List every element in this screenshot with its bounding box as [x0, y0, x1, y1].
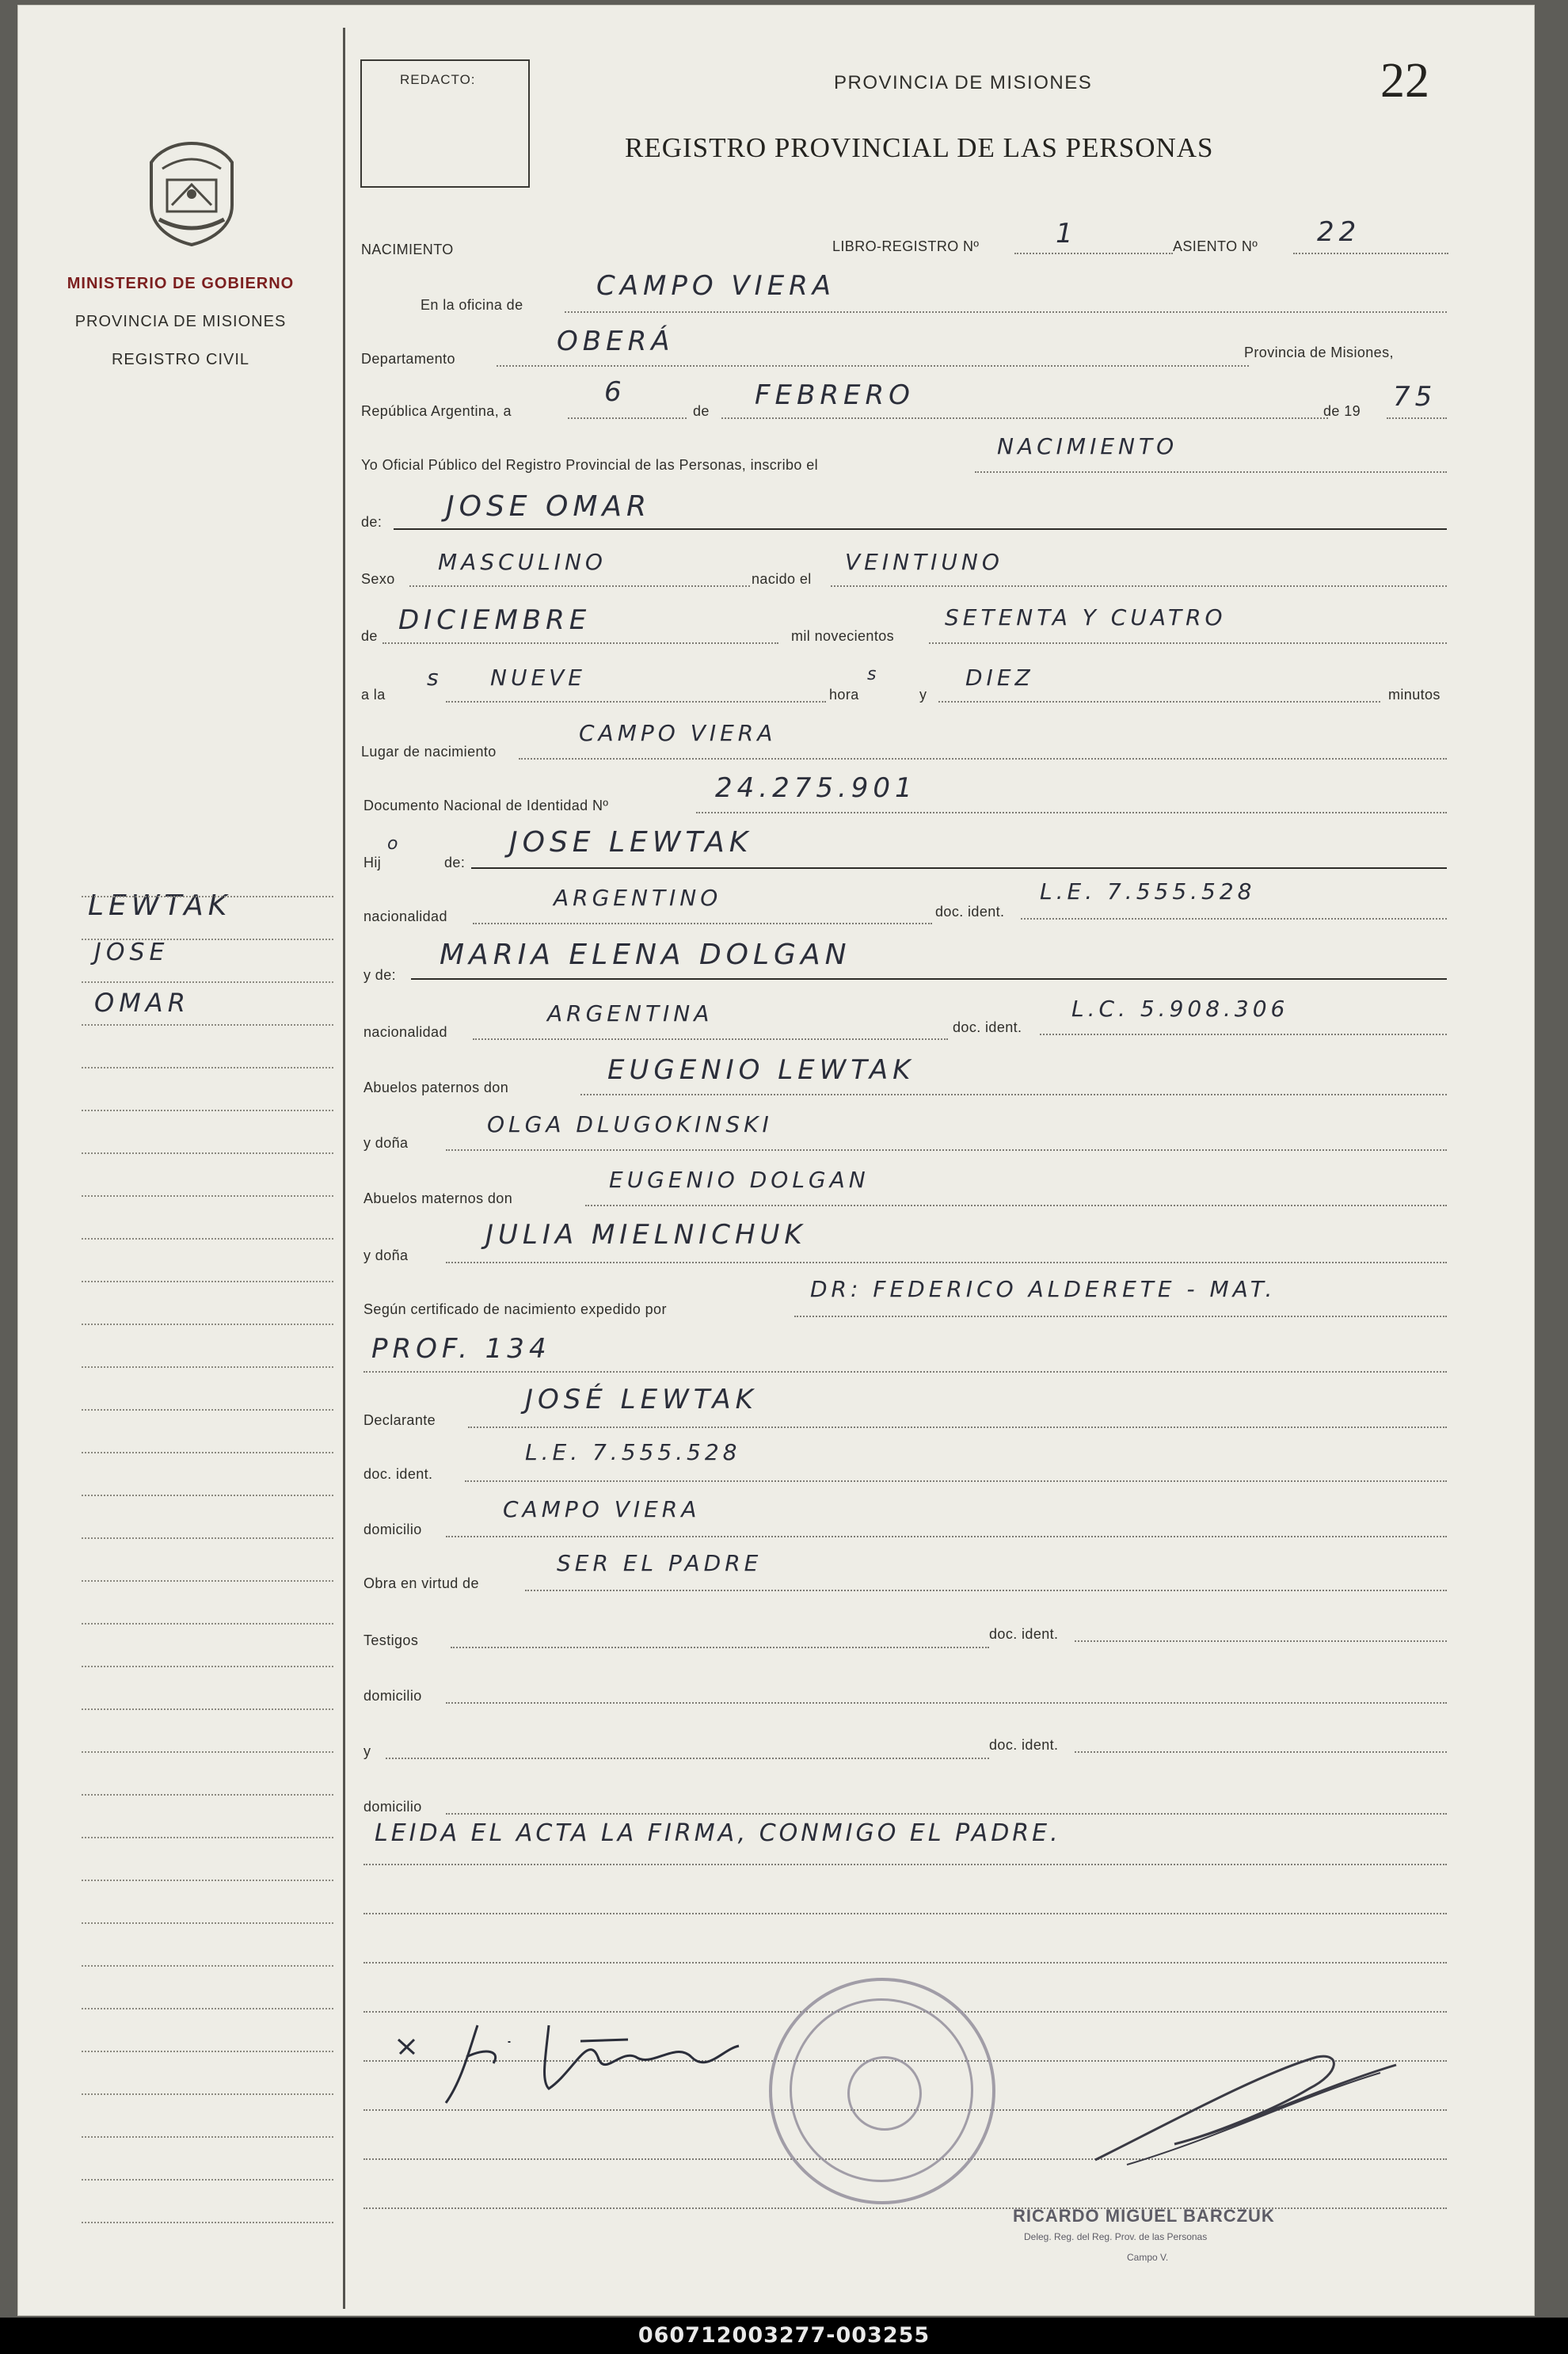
y-testigo2-label: y — [363, 1743, 371, 1759]
hora-suffix: s — [867, 665, 881, 684]
minutos-value: DIEZ — [965, 665, 1034, 691]
segun-certificado-value-2: PROF. 134 — [371, 1333, 551, 1365]
official-name: RICARDO MIGUEL BARCZUK — [1013, 2206, 1275, 2226]
doc-declarante-field-line — [465, 1480, 1447, 1482]
nacionalidad-padre-label: nacionalidad — [363, 908, 447, 924]
nacido-label: nacido el — [752, 571, 812, 587]
nombre-value: JOSE OMAR — [446, 490, 652, 523]
ab-pat-field-line — [580, 1094, 1447, 1095]
departamento-label: Departamento — [361, 351, 455, 367]
mes-value: FEBRERO — [755, 379, 915, 411]
sexo-value: MASCULINO — [438, 549, 607, 575]
nombre-field-line — [394, 528, 1447, 530]
nac-padre-field-line — [473, 923, 932, 924]
anio-field-line — [1387, 417, 1447, 419]
registro-civil-label: REGISTRO CIVIL — [111, 351, 250, 368]
abuelo-materno-value: EUGENIO DOLGAN — [609, 1167, 870, 1193]
hora-value: NUEVE — [490, 665, 586, 691]
testigos-field-line — [451, 1647, 989, 1648]
de-mes-nac-label: de — [361, 628, 378, 644]
doc-padre-label: doc. ident. — [935, 904, 1005, 920]
nacionalidad-madre-label: nacionalidad — [363, 1024, 447, 1040]
dni-value: 24.275.901 — [715, 772, 917, 804]
page-title: REGISTRO PROVINCIAL DE LAS PERSONAS — [625, 132, 1214, 163]
segun2-field-line — [363, 1371, 1447, 1373]
declarante-field-line — [468, 1426, 1447, 1428]
nacido-value: VEINTIUNO — [845, 549, 1003, 575]
nacimiento-label: NACIMIENTO — [361, 242, 454, 257]
doc-padre-value: L.E. 7.555.528 — [1040, 878, 1256, 905]
margin-note-surname: LEWTAK — [88, 889, 232, 922]
hij-suffix: o — [387, 834, 403, 854]
libro-value: 1 — [1056, 218, 1078, 249]
domicilio-field-line — [446, 1536, 1447, 1537]
document-page — [17, 5, 1535, 2316]
y-de-madre-label: y de: — [363, 967, 397, 983]
left-margin — [18, 6, 343, 2315]
testigos-label: Testigos — [363, 1632, 419, 1648]
y-dona-materna-label: y doña — [363, 1247, 409, 1263]
page-number: 22 — [1380, 54, 1429, 108]
mil-novecientos-label: mil novecientos — [791, 628, 895, 644]
libro-label: LIBRO-REGISTRO Nº — [832, 238, 980, 254]
lugar-value: CAMPO VIERA — [579, 720, 777, 746]
republica-label: República Argentina, a — [361, 403, 512, 419]
mes-nac-value: DICIEMBRE — [398, 604, 592, 636]
nacionalidad-madre-value: ARGENTINA — [547, 1000, 714, 1027]
provincia-side-label: PROVINCIA DE MISIONES — [74, 313, 287, 330]
abuelos-paternos-label: Abuelos paternos don — [363, 1080, 509, 1095]
sexo-label: Sexo — [361, 571, 395, 587]
mes-nac-field-line — [382, 642, 778, 644]
dia-field-line — [568, 417, 687, 419]
doc-testigo1-field-line — [1075, 1640, 1447, 1642]
de-nombre-label: de: — [361, 514, 382, 530]
madre-field-line — [411, 978, 1447, 980]
margin-divider — [343, 28, 345, 2309]
mes-field-line — [721, 417, 1328, 419]
doc-madre-label: doc. ident. — [953, 1019, 1022, 1035]
redacto-label: REDACTO: — [400, 72, 476, 87]
domicilio-label: domicilio — [363, 1522, 422, 1537]
segun-certificado-label: Según certificado de nacimiento expedido por — [363, 1301, 667, 1317]
domicilio-testigo1-label: domicilio — [363, 1688, 422, 1704]
leida-statement: LEIDA EL ACTA LA FIRMA, CONMIGO EL PADRE. — [375, 1819, 1061, 1847]
segun-field-line — [794, 1316, 1447, 1317]
oficina-value: CAMPO VIERA — [596, 270, 836, 302]
ministerio-label: MINISTERIO DE GOBIERNO — [67, 275, 295, 292]
nacido-field-line — [831, 585, 1447, 587]
obra-en-virtud-label: Obra en virtud de — [363, 1575, 479, 1591]
abuela-materna-value: JULIA MIELNICHUK — [485, 1219, 807, 1251]
official-place: Campo V. — [1127, 2252, 1169, 2263]
hora-label: hora — [829, 687, 859, 703]
departamento-value: OBERÁ — [557, 326, 675, 357]
mil-value: SETENTA Y CUATRO — [945, 604, 1227, 630]
header-provincia: PROVINCIA DE MISIONES — [834, 72, 1093, 93]
doc-madre-field-line — [1040, 1034, 1447, 1035]
a-la-label: a la — [361, 687, 386, 703]
asiento-field-line — [1293, 253, 1448, 254]
obra-en-virtud-value: SER EL PADRE — [557, 1550, 763, 1576]
doc-declarante-value: L.E. 7.555.528 — [525, 1439, 741, 1465]
lugar-field-line — [519, 758, 1447, 760]
departamento-field-line — [497, 365, 1249, 367]
anio-value: 75 — [1393, 381, 1437, 413]
dia-value: 6 — [604, 376, 626, 408]
abuela-paterna-value: OLGA DLUGOKINSKI — [487, 1111, 773, 1137]
anio-label: de 19 — [1323, 403, 1361, 419]
oficina-label: En la oficina de — [421, 297, 523, 313]
domicilio-testigo1-field-line — [446, 1702, 1447, 1704]
libro-field-line — [1014, 253, 1173, 254]
lugar-label: Lugar de nacimiento — [361, 744, 497, 760]
a-la-suffix: s — [427, 665, 443, 691]
testigo2-field-line — [386, 1758, 989, 1759]
doc-testigo2-label: doc. ident. — [989, 1737, 1059, 1753]
domicilio-testigo2-label: domicilio — [363, 1799, 422, 1815]
doc-testigo2-field-line — [1075, 1751, 1447, 1753]
nacionalidad-padre-value: ARGENTINO — [554, 885, 722, 911]
minutos-label: minutos — [1388, 687, 1441, 703]
official-signature — [1079, 2041, 1412, 2176]
asiento-label: ASIENTO Nº — [1173, 238, 1258, 254]
provincia-misiones-label: Provincia de Misiones, — [1244, 345, 1394, 360]
registry-stamp-icon — [769, 1978, 995, 2204]
ab-mat-field-line — [585, 1205, 1447, 1206]
sexo-field-line — [409, 585, 750, 587]
declarante-value: JOSÉ LEWTAK — [525, 1384, 758, 1415]
doc-madre-value: L.C. 5.908.306 — [1071, 996, 1289, 1022]
domicilio-value: CAMPO VIERA — [503, 1496, 701, 1522]
obra-field-line — [525, 1590, 1447, 1591]
padre-field-line — [471, 867, 1447, 869]
declarant-signature — [390, 2002, 747, 2112]
y-minutos-label: y — [919, 687, 927, 703]
redacto-box — [360, 59, 530, 188]
dni-label: Documento Nacional de Identidad Nº — [363, 798, 609, 813]
asiento-value: 22 — [1317, 216, 1361, 248]
doc-testigo1-label: doc. ident. — [989, 1626, 1059, 1642]
minutos-field-line — [938, 701, 1380, 703]
de-label: de — [693, 403, 710, 419]
coat-of-arms-icon — [140, 139, 243, 248]
oficial-value: NACIMIENTO — [997, 433, 1178, 459]
official-title: Deleg. Reg. del Reg. Prov. de las Personas — [1024, 2231, 1208, 2242]
oficial-field-line — [975, 471, 1447, 473]
oficina-field-line — [565, 311, 1447, 313]
y-dona-paterna-label: y doña — [363, 1135, 409, 1151]
segun-certificado-value: DR: FEDERICO ALDERETE - MAT. — [810, 1276, 1277, 1302]
ab-pat2-field-line — [446, 1149, 1447, 1151]
mil-field-line — [929, 642, 1447, 644]
declarante-label: Declarante — [363, 1412, 436, 1428]
dni-field-line — [696, 812, 1447, 813]
margin-note-name-1: JOSE — [94, 939, 169, 966]
padre-value: JOSE LEWTAK — [509, 826, 753, 859]
madre-value: MARIA ELENA DOLGAN — [440, 939, 851, 971]
doc-declarante-label: doc. ident. — [363, 1466, 433, 1482]
hora-field-line — [446, 701, 826, 703]
hij-label: Hij — [363, 855, 382, 870]
doc-padre-field-line — [1021, 918, 1447, 920]
abuelos-maternos-label: Abuelos maternos don — [363, 1190, 513, 1206]
footer-id-bar: 060712003277-003255 — [0, 2318, 1568, 2354]
ab-mat2-field-line — [446, 1262, 1447, 1263]
oficial-label: Yo Oficial Público del Registro Provincial de las Personas, inscribo el — [361, 457, 819, 473]
margin-note-name-2: OMAR — [94, 988, 190, 1018]
domicilio-testigo2-field-line — [446, 1813, 1447, 1815]
de-padre-label: de: — [444, 855, 466, 870]
abuelo-paterno-value: EUGENIO LEWTAK — [607, 1054, 915, 1086]
nac-madre-field-line — [473, 1038, 948, 1040]
